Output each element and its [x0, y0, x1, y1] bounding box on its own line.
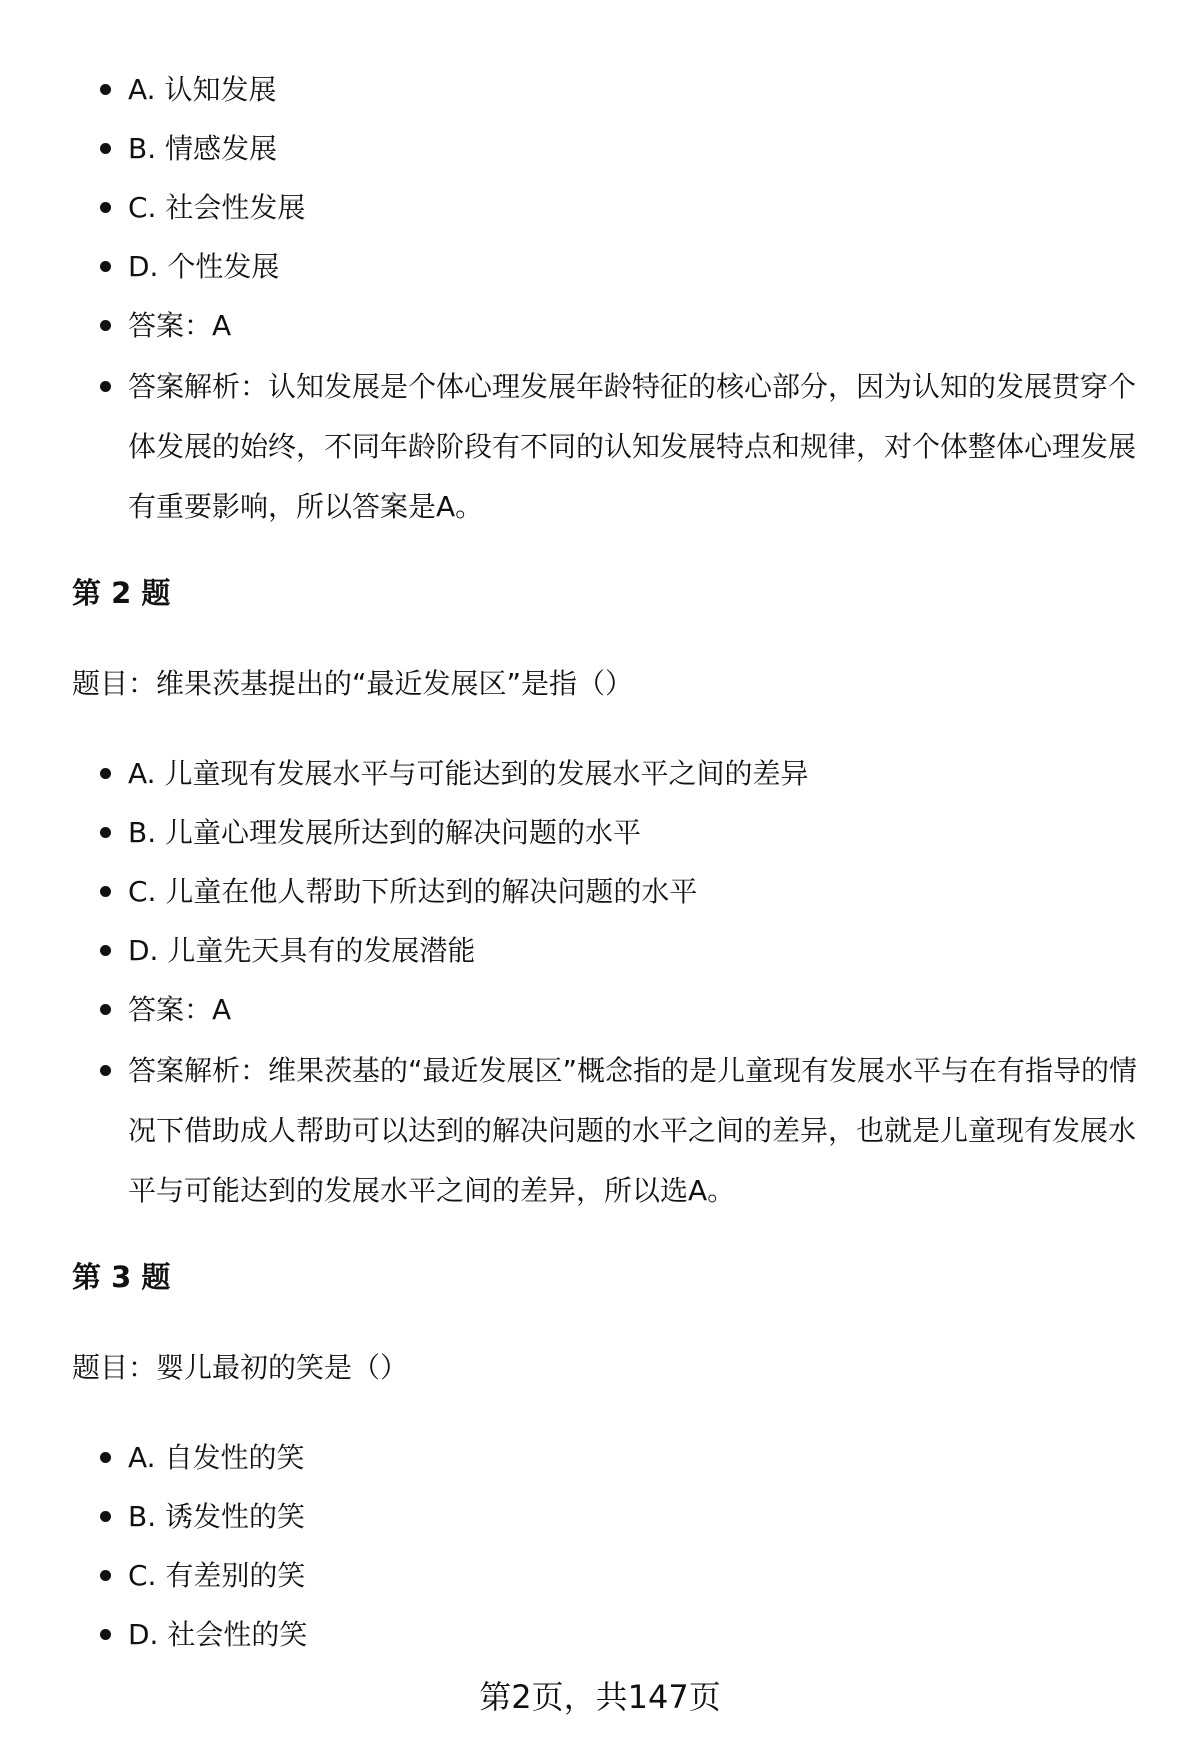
list-bullet [100, 827, 111, 838]
list-bullet [100, 1004, 111, 1015]
q1-option-d: D. 个性发展 [128, 250, 280, 283]
q2-option-d: D. 儿童先天具有的发展潜能 [128, 934, 476, 967]
list-bullet [100, 886, 111, 897]
page-indicator: 第2页，共147页 [479, 1678, 721, 1716]
q1-answer: 答案：A [128, 309, 232, 342]
list-bullet [100, 1570, 111, 1581]
q2-option-a: A. 儿童现有发展水平与可能达到的发展水平之间的差异 [128, 757, 809, 790]
q1-option-b: B. 情感发展 [128, 132, 278, 165]
list-bullet [100, 143, 111, 154]
q2-answer: 答案：A [128, 993, 232, 1026]
question-stem: 题目：维果茨基提出的“最近发展区”是指（） [72, 667, 634, 700]
list-bullet [100, 261, 111, 272]
question-heading: 第 3 题 [72, 1260, 171, 1294]
q1-explanation: 答案解析：认知发展是个体心理发展年龄特征的核心部分，因为认知的发展贯穿个体发展的始终，不同年龄阶段有不同的认知发展特点和规律，对个体整体心理发展有重要影响，所以答案是A。 [128, 370, 1137, 523]
list-bullet [100, 320, 111, 331]
q3-option-a: A. 自发性的笑 [128, 1441, 305, 1474]
q3-option-b: B. 诱发性的笑 [128, 1500, 306, 1533]
list-bullet [100, 1511, 111, 1522]
q1-option-c: C. 社会性发展 [128, 191, 306, 224]
q3-option-d: D. 社会性的笑 [128, 1618, 308, 1651]
q2-option-b: B. 儿童心理发展所达到的解决问题的水平 [128, 816, 642, 849]
q2-option-c: C. 儿童在他人帮助下所达到的解决问题的水平 [128, 875, 698, 908]
list-bullet [100, 202, 111, 213]
list-bullet [100, 768, 111, 779]
list-bullet [100, 1452, 111, 1463]
list-bullet [100, 381, 111, 392]
question-stem: 题目：婴儿最初的笑是（） [72, 1351, 409, 1384]
list-bullet [100, 1629, 111, 1640]
list-bullet [100, 84, 111, 95]
q2-explanation: 答案解析：维果茨基的“最近发展区”概念指的是儿童现有发展水平与在有指导的情况下借助成人帮助可以达到的解决问题的水平之间的差异，也就是儿童现有发展水平与可能达到的发展水平之间的差异，所以选A。 [128, 1054, 1138, 1207]
q3-option-c: C. 有差别的笑 [128, 1559, 306, 1592]
list-bullet [100, 945, 111, 956]
question-heading: 第 2 题 [72, 576, 171, 610]
list-bullet [100, 1065, 111, 1076]
q1-option-a: A. 认知发展 [128, 73, 277, 106]
